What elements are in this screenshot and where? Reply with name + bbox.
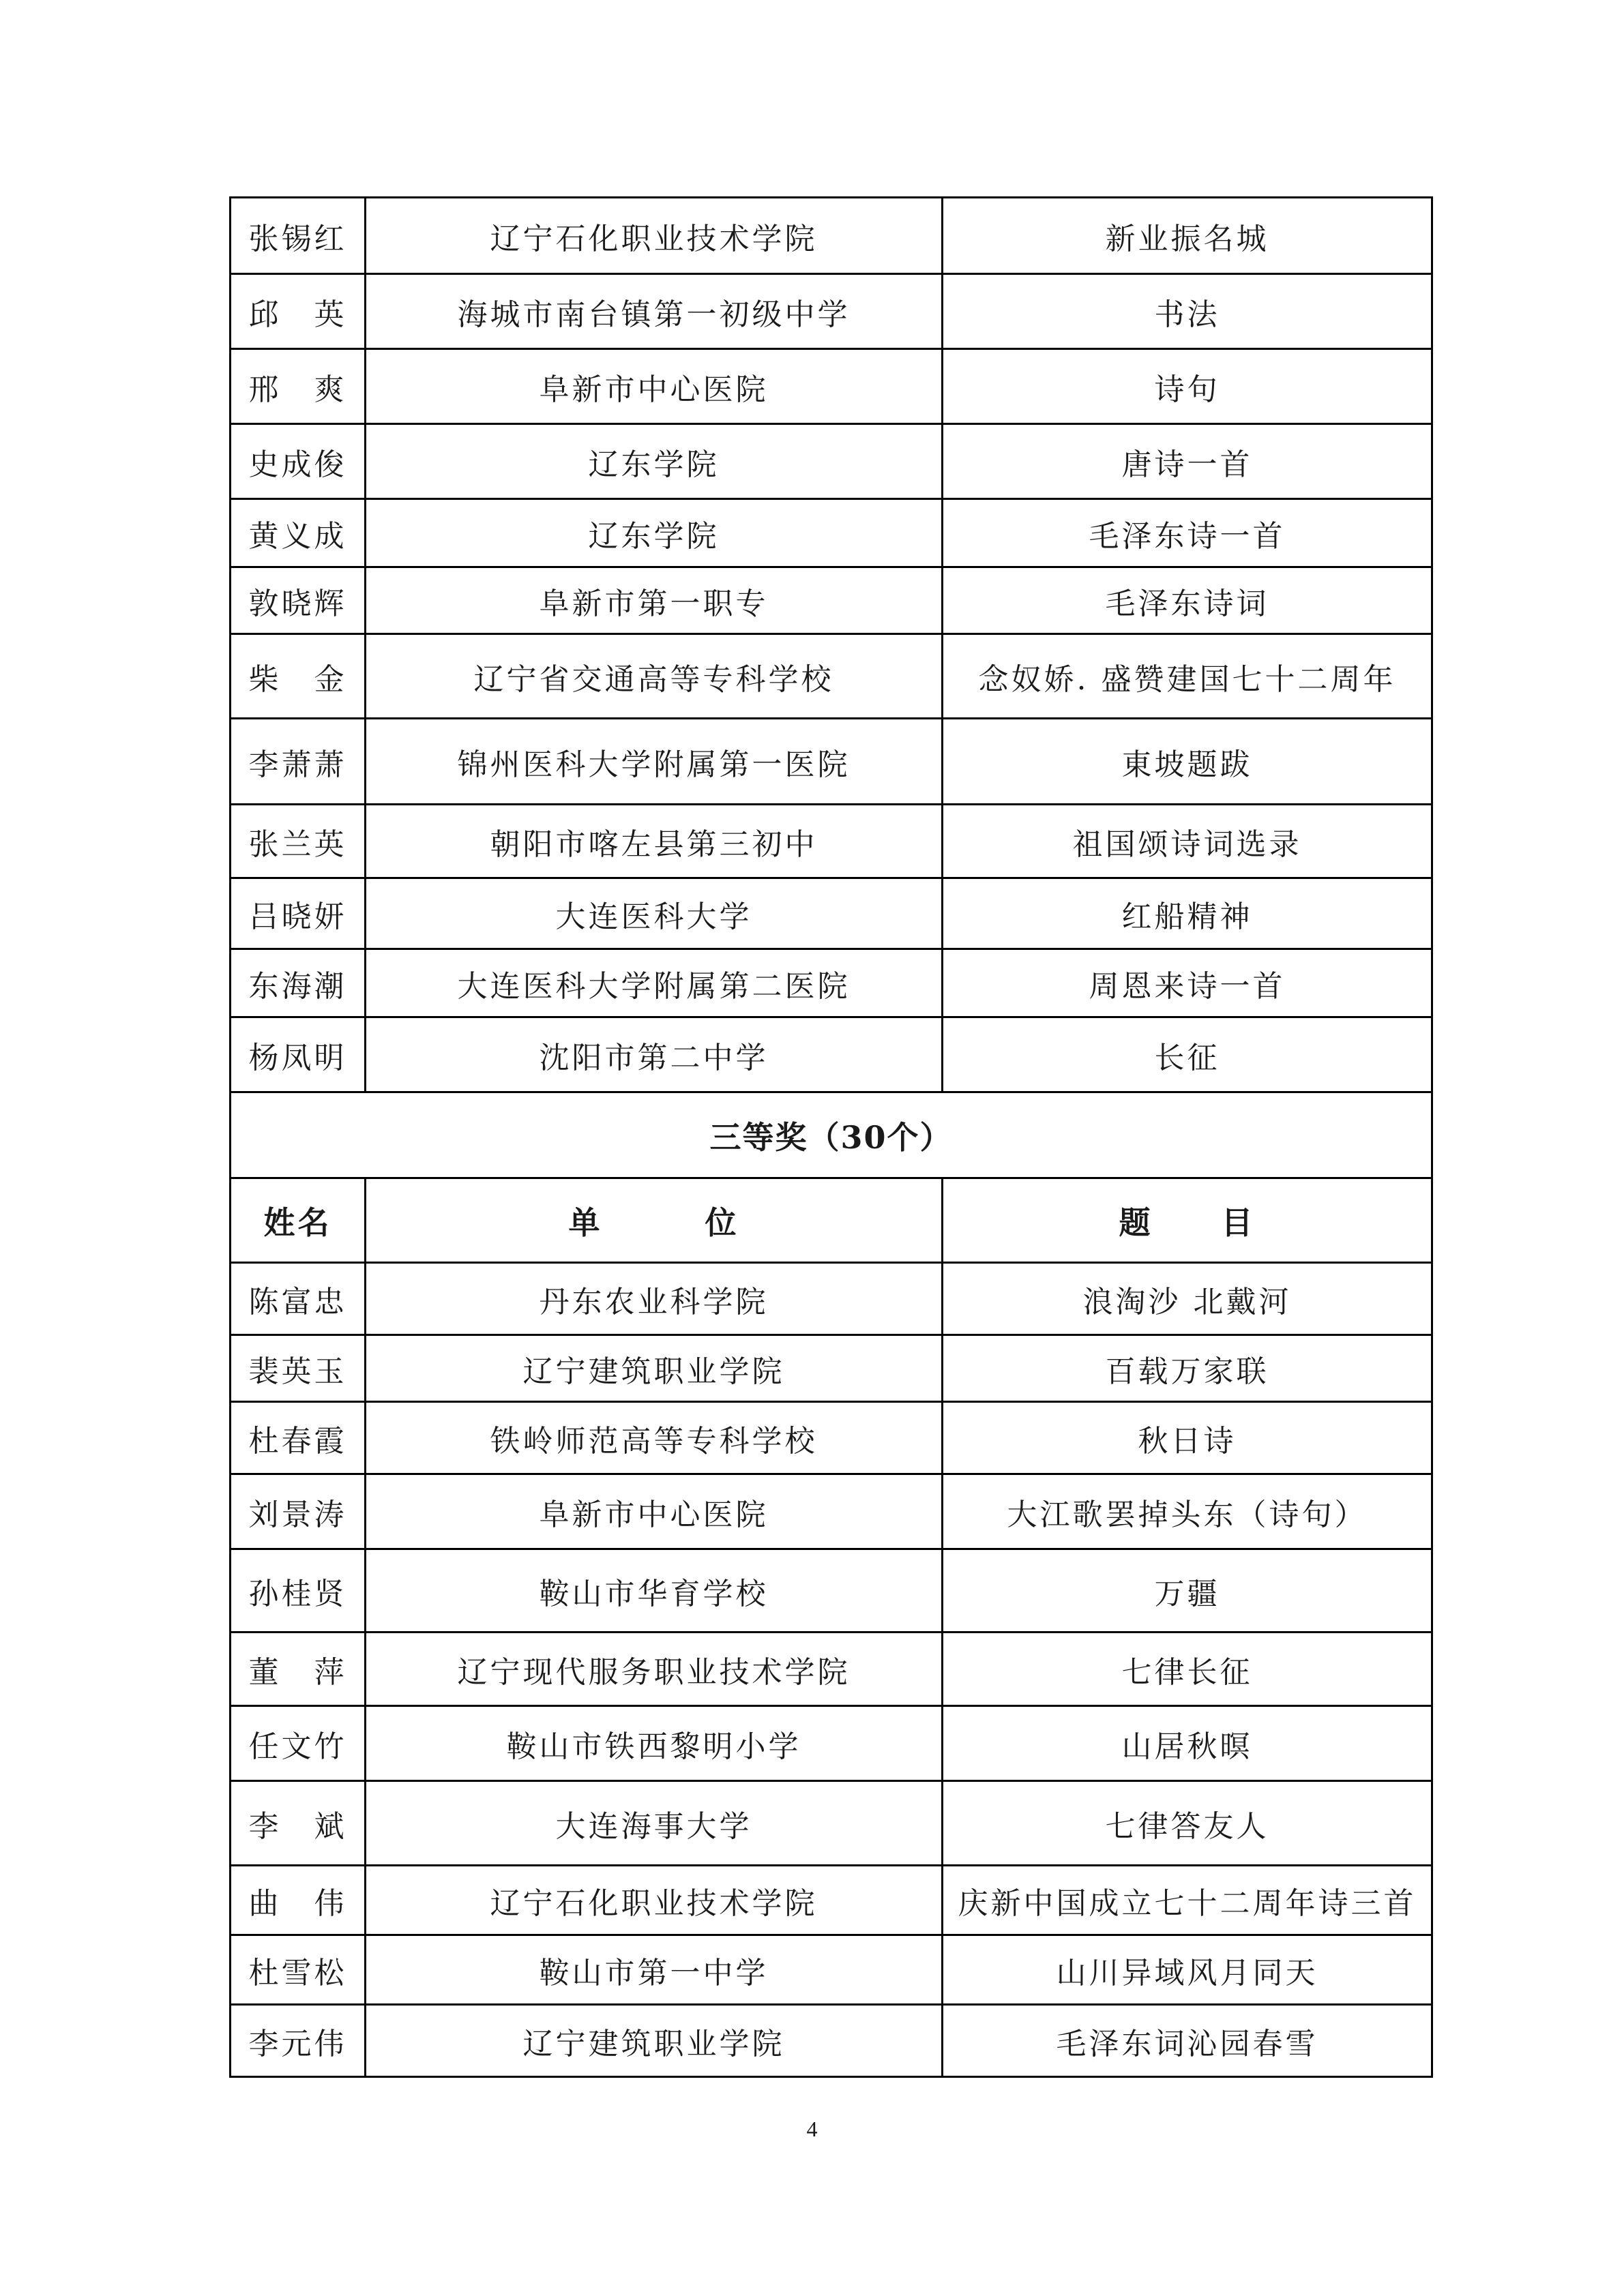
winner-name: 吕晓妍 <box>231 878 366 949</box>
winner-name: 敦晓辉 <box>231 567 366 634</box>
winner-name: 东海潮 <box>231 949 366 1017</box>
winner-name: 李萧萧 <box>231 719 366 805</box>
winner-unit: 辽宁石化职业技术学院 <box>366 1866 943 1935</box>
winner-unit: 阜新市中心医院 <box>366 1474 943 1549</box>
table-row <box>231 1474 1432 1549</box>
work-title: 念奴娇. 盛赞建国七十二周年 <box>943 634 1432 719</box>
work-title: 万疆 <box>943 1549 1432 1632</box>
work-title: 山居秋暝 <box>943 1706 1432 1781</box>
winner-name: 任文竹 <box>231 1706 366 1781</box>
table-row <box>231 2005 1432 2077</box>
table-row <box>231 567 1432 634</box>
table-row <box>231 634 1432 719</box>
work-title: 東坡题跋 <box>943 719 1432 805</box>
awards-table <box>229 196 1433 2078</box>
table-row <box>231 719 1432 805</box>
winner-unit: 大连医科大学附属第二医院 <box>366 949 943 1017</box>
winner-name: 张锡红 <box>231 198 366 274</box>
table-row <box>231 499 1432 567</box>
winner-name: 柴 金 <box>231 634 366 719</box>
work-title: 浪淘沙 北戴河 <box>943 1263 1432 1335</box>
table-row <box>231 1335 1432 1402</box>
table-row <box>231 1781 1432 1866</box>
winner-name: 刘景涛 <box>231 1474 366 1549</box>
column-header-name: 姓名 <box>231 1178 366 1263</box>
winner-unit: 铁岭师范高等专科学校 <box>366 1402 943 1474</box>
winner-unit: 阜新市中心医院 <box>366 349 943 424</box>
winner-name: 史成俊 <box>231 424 366 499</box>
winner-name: 黄义成 <box>231 499 366 567</box>
winner-unit: 朝阳市喀左县第三初中 <box>366 805 943 878</box>
work-title: 唐诗一首 <box>943 424 1432 499</box>
winner-name: 曲 伟 <box>231 1866 366 1935</box>
work-title: 新业振名城 <box>943 198 1432 274</box>
winner-name: 裴英玉 <box>231 1335 366 1402</box>
winner-name: 邱 英 <box>231 274 366 349</box>
table-row <box>231 1549 1432 1632</box>
winner-name: 杜雪松 <box>231 1935 366 2005</box>
winner-unit: 大连海事大学 <box>366 1781 943 1866</box>
column-header-unit: 单 位 <box>366 1178 943 1263</box>
table-row <box>231 805 1432 878</box>
work-title: 红船精神 <box>943 878 1432 949</box>
table-row <box>231 1935 1432 2005</box>
table-row <box>231 1017 1432 1092</box>
table-row <box>231 1402 1432 1474</box>
table-row <box>231 274 1432 349</box>
winner-unit: 辽宁现代服务职业技术学院 <box>366 1632 943 1706</box>
table-row <box>231 949 1432 1017</box>
winner-unit: 丹东农业科学院 <box>366 1263 943 1335</box>
work-title: 毛泽东诗一首 <box>943 499 1432 567</box>
page-number: 4 <box>806 2117 818 2141</box>
table-row <box>231 1263 1432 1335</box>
winner-name: 李 斌 <box>231 1781 366 1866</box>
section-row <box>231 1092 1432 1178</box>
header-row <box>231 1178 1432 1263</box>
winner-name: 杨凤明 <box>231 1017 366 1092</box>
winner-unit: 辽宁石化职业技术学院 <box>366 198 943 274</box>
work-title: 七律答友人 <box>943 1781 1432 1866</box>
work-title: 百载万家联 <box>943 1335 1432 1402</box>
winner-unit: 辽宁建筑职业学院 <box>366 2005 943 2077</box>
winner-unit: 鞍山市华育学校 <box>366 1549 943 1632</box>
winner-unit: 大连医科大学 <box>366 878 943 949</box>
table-row <box>231 1632 1432 1706</box>
winner-unit: 阜新市第一职专 <box>366 567 943 634</box>
winner-name: 邢 爽 <box>231 349 366 424</box>
work-title: 大江歌罢掉头东（诗句） <box>943 1474 1432 1549</box>
winner-unit: 辽宁建筑职业学院 <box>366 1335 943 1402</box>
table-row <box>231 349 1432 424</box>
table-row <box>231 1706 1432 1781</box>
winner-name: 杜春霞 <box>231 1402 366 1474</box>
winner-name: 李元伟 <box>231 2005 366 2077</box>
winner-name: 董 萍 <box>231 1632 366 1706</box>
work-title: 毛泽东词沁园春雪 <box>943 2005 1432 2077</box>
work-title: 庆新中国成立七十二周年诗三首 <box>943 1866 1432 1935</box>
work-title: 书法 <box>943 274 1432 349</box>
table-row <box>231 424 1432 499</box>
winner-unit: 辽东学院 <box>366 424 943 499</box>
winner-unit: 辽东学院 <box>366 499 943 567</box>
winner-name: 孙桂贤 <box>231 1549 366 1632</box>
winner-unit: 辽宁省交通高等专科学校 <box>366 634 943 719</box>
section-title: 三等奖（30个） <box>231 1092 1432 1178</box>
work-title: 秋日诗 <box>943 1402 1432 1474</box>
winner-name: 张兰英 <box>231 805 366 878</box>
table-row <box>231 1866 1432 1935</box>
winner-unit: 鞍山市第一中学 <box>366 1935 943 2005</box>
winner-unit: 鞍山市铁西黎明小学 <box>366 1706 943 1781</box>
winner-name: 陈富忠 <box>231 1263 366 1335</box>
work-title: 祖国颂诗词选录 <box>943 805 1432 878</box>
work-title: 毛泽东诗词 <box>943 567 1432 634</box>
table-row <box>231 198 1432 274</box>
work-title: 七律长征 <box>943 1632 1432 1706</box>
column-header-title: 题 目 <box>943 1178 1432 1263</box>
work-title: 周恩来诗一首 <box>943 949 1432 1017</box>
work-title: 山川异域风月同天 <box>943 1935 1432 2005</box>
work-title: 长征 <box>943 1017 1432 1092</box>
winner-unit: 海城市南台镇第一初级中学 <box>366 274 943 349</box>
table-row <box>231 878 1432 949</box>
winner-unit: 沈阳市第二中学 <box>366 1017 943 1092</box>
work-title: 诗句 <box>943 349 1432 424</box>
winner-unit: 锦州医科大学附属第一医院 <box>366 719 943 805</box>
